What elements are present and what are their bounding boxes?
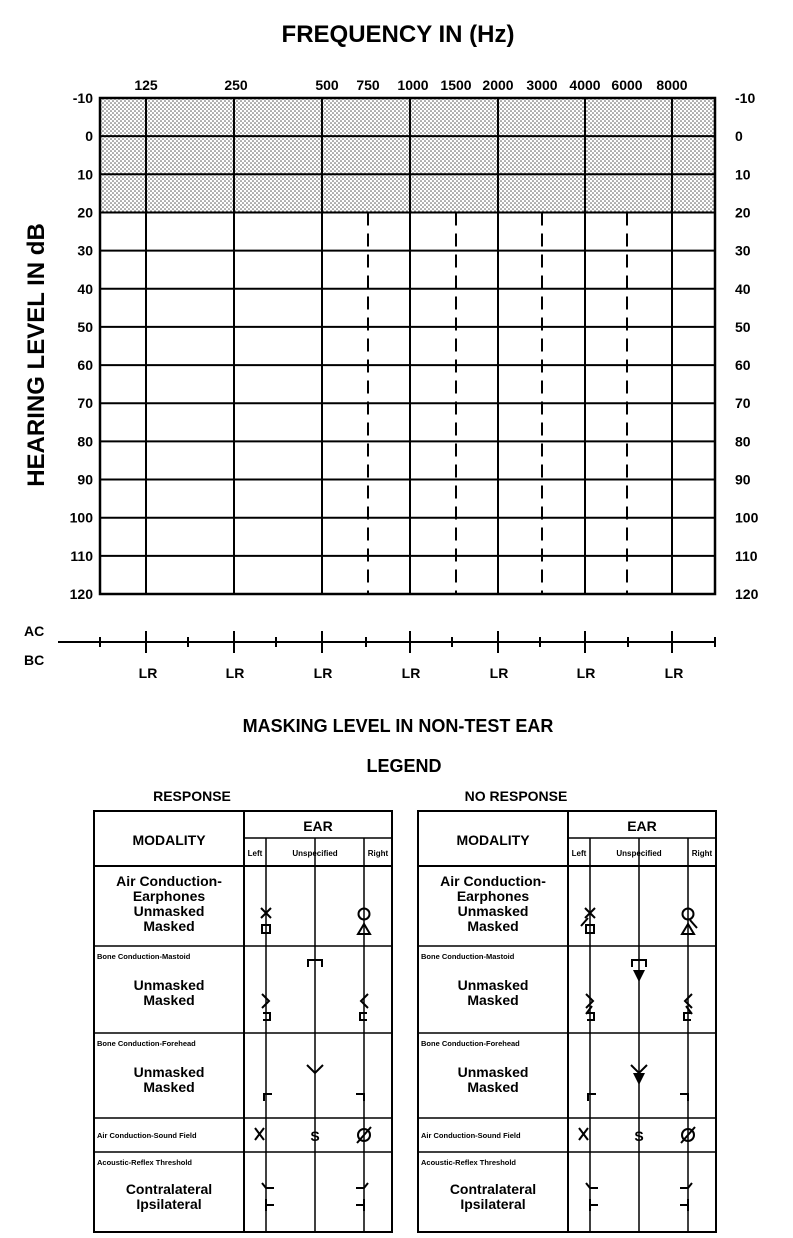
left-contralateral-symbol — [262, 1183, 274, 1188]
lr-label: LR — [225, 665, 245, 681]
modality-sub-label: Bone Conduction-Mastoid — [421, 952, 515, 961]
legend-response-table — [94, 788, 392, 1232]
normal-range-shading — [100, 98, 715, 212]
modality-label: Unmasked — [133, 903, 205, 919]
right-ipsilateral-symbol — [356, 1199, 364, 1211]
right-contralateral-symbol — [680, 1183, 692, 1188]
modality-sub-label: Air Conduction-Sound Field — [421, 1131, 521, 1140]
no-response-arrowhead — [633, 1073, 645, 1085]
x-tick-label: 4000 — [569, 77, 601, 93]
x-tick-labels — [134, 77, 687, 93]
masking-title: MASKING LEVEL IN NON-TEST EAR — [242, 716, 554, 736]
modality-header: MODALITY — [132, 832, 206, 848]
ear-column-label: Unspecified — [292, 849, 338, 858]
x-tick-label: 750 — [356, 77, 380, 93]
y-tick-label-left: 70 — [77, 395, 93, 412]
x-tick-label: 3000 — [526, 77, 558, 93]
y-axis-title: HEARING LEVEL IN dB — [23, 223, 50, 487]
y-tick-label-left: 120 — [69, 586, 93, 602]
modality-label: Unmasked — [133, 1064, 205, 1080]
x-tick-label: 250 — [224, 77, 248, 93]
lr-label: LR — [401, 665, 421, 681]
ear-column-label: Right — [367, 849, 389, 858]
y-tick-label-right: 110 — [735, 547, 758, 564]
x-tick-label: 1000 — [397, 77, 429, 93]
right-forehead-masked-symbol — [680, 1094, 688, 1101]
modality-label: Air Conduction- — [116, 873, 222, 889]
modality-label: Contralateral — [125, 1181, 213, 1197]
y-tick-label-right: 50 — [735, 318, 751, 335]
left-forehead-masked-symbol — [588, 1094, 596, 1101]
ear-header: EAR — [627, 818, 657, 834]
modality-label: Masked — [143, 1079, 195, 1095]
y-tick-label-right: 90 — [735, 471, 751, 488]
modality-label: Masked — [143, 918, 195, 934]
left-forehead-masked-symbol — [264, 1094, 272, 1101]
y-tick-label-right: 10 — [735, 166, 751, 183]
bc-label: BC — [24, 652, 45, 668]
ear-column-label: Unspecified — [616, 849, 662, 858]
modality-sub-label: Air Conduction-Sound Field — [97, 1131, 197, 1140]
x-tick-label: 2000 — [482, 77, 514, 93]
ear-column-label: Left — [571, 849, 587, 858]
lr-label: LR — [664, 665, 684, 681]
x-tick-label: 1500 — [440, 77, 472, 93]
modality-label: Ipsilateral — [460, 1196, 526, 1212]
y-tick-label-right: 60 — [735, 357, 751, 374]
x-tick-label: 6000 — [611, 77, 643, 93]
ear-column-label: Right — [691, 849, 713, 858]
y-tick-label-left: 90 — [77, 471, 93, 488]
y-tick-label-right: -10 — [735, 90, 756, 106]
y-tick-label-right: 80 — [735, 433, 751, 450]
legend-table-heading: RESPONSE — [153, 788, 231, 804]
legend-table-heading: NO RESPONSE — [464, 788, 568, 804]
lr-label: LR — [576, 665, 596, 681]
left-soundfield-symbol — [579, 1128, 588, 1140]
lr-label: LR — [138, 665, 158, 681]
y-tick-label-left: 40 — [77, 280, 93, 297]
modality-label: Air Conduction- — [440, 873, 546, 889]
modality-label: Unmasked — [457, 977, 529, 993]
modality-sub-label: Bone Conduction-Forehead — [97, 1039, 196, 1048]
modality-label: Unmasked — [457, 903, 529, 919]
modality-sub-label: Bone Conduction-Mastoid — [97, 952, 191, 961]
y-tick-label-left: 60 — [77, 357, 93, 374]
legend — [94, 788, 716, 1232]
y-tick-label-left: 80 — [77, 433, 93, 450]
lr-label: LR — [313, 665, 333, 681]
modality-sub-label: Acoustic-Reflex Threshold — [421, 1158, 517, 1167]
lr-label: LR — [489, 665, 509, 681]
modality-label: Contralateral — [449, 1181, 537, 1197]
y-tick-label-right: 20 — [735, 204, 751, 221]
legend-title: LEGEND — [366, 756, 442, 776]
left-contralateral-symbol — [586, 1183, 598, 1188]
ac-label: AC — [24, 623, 45, 639]
no-response-arrow — [690, 920, 697, 928]
left-ipsilateral-symbol — [590, 1199, 598, 1211]
masking-scale — [24, 623, 715, 681]
modality-label: Masked — [467, 992, 519, 1008]
ear-column-label: Left — [247, 849, 263, 858]
unspecified-soundfield-symbol: S — [634, 1128, 644, 1144]
y-tick-label-left: 0 — [85, 128, 93, 145]
modality-label: Earphones — [132, 888, 206, 904]
chart-title: FREQUENCY IN (Hz) — [281, 21, 515, 48]
modality-sub-label: Bone Conduction-Forehead — [421, 1039, 520, 1048]
modality-sub-label: Acoustic-Reflex Threshold — [97, 1158, 193, 1167]
y-tick-label-left: 100 — [69, 509, 93, 526]
modality-label: Masked — [467, 918, 519, 934]
right-forehead-masked-symbol — [356, 1094, 364, 1101]
modality-label: Masked — [143, 992, 195, 1008]
left-soundfield-symbol — [255, 1128, 264, 1140]
y-tick-label-left: 10 — [77, 166, 93, 183]
modality-label: Ipsilateral — [136, 1196, 202, 1212]
ear-header: EAR — [303, 818, 333, 834]
y-tick-label-left: 20 — [77, 204, 93, 221]
modality-label: Earphones — [456, 888, 530, 904]
x-tick-label: 500 — [315, 77, 339, 93]
right-ipsilateral-symbol — [680, 1199, 688, 1211]
left-ipsilateral-symbol — [266, 1199, 274, 1211]
y-tick-label-right: 40 — [735, 280, 751, 297]
x-tick-label: 8000 — [656, 77, 688, 93]
legend-no-response-table — [418, 788, 716, 1232]
audiogram-grid — [100, 98, 715, 594]
y-tick-label-right: 100 — [735, 509, 759, 526]
right-contralateral-symbol — [356, 1183, 368, 1188]
unspecified-soundfield-symbol: S — [310, 1128, 320, 1144]
modality-label: Unmasked — [133, 977, 205, 993]
y-tick-label-right: 70 — [735, 395, 751, 412]
modality-label: Unmasked — [457, 1064, 529, 1080]
no-response-arrowhead — [633, 970, 645, 982]
y-tick-label-left: 50 — [77, 318, 93, 335]
y-tick-label-left: -10 — [72, 90, 93, 106]
y-tick-label-left: 30 — [77, 242, 93, 259]
y-tick-label-left: 110 — [70, 547, 93, 564]
x-tick-label: 125 — [134, 77, 158, 93]
y-tick-label-right: 30 — [735, 242, 751, 259]
y-tick-label-right: 0 — [735, 128, 743, 145]
modality-label: Masked — [467, 1079, 519, 1095]
modality-header: MODALITY — [456, 832, 530, 848]
y-tick-label-right: 120 — [735, 586, 759, 602]
